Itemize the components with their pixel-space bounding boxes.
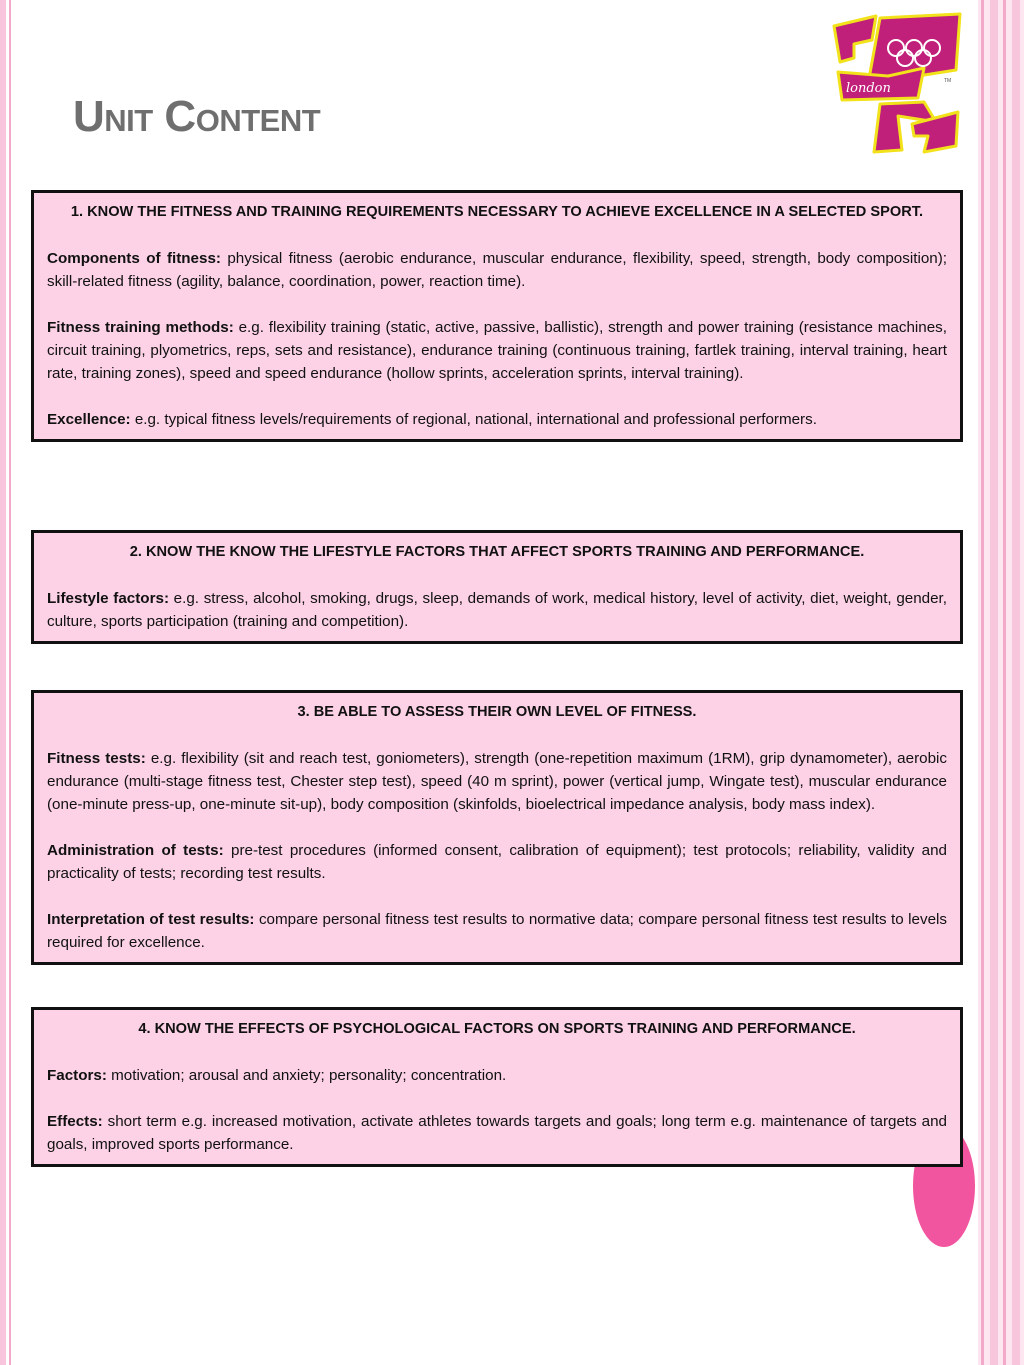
paragraph-label: Administration of tests: <box>47 842 224 859</box>
page-title: Unit Content <box>73 92 321 141</box>
section-paragraph <box>47 747 947 816</box>
section-heading: 3. BE ABLE TO ASSESS THEIR OWN LEVEL OF FITNESS. <box>297 704 697 720</box>
section-lifestyle-factors <box>31 530 963 644</box>
section-paragraph <box>47 247 947 293</box>
right-decorative-line <box>1003 0 1006 1365</box>
section-paragraph <box>47 408 947 431</box>
paragraph-text: motivation; arousal and anxiety; personality; concentration. <box>106 1067 507 1084</box>
right-decorative-line <box>981 0 984 1365</box>
right-decorative-stripe <box>1012 0 1020 1365</box>
paragraph-label: Lifestyle factors: <box>47 590 169 607</box>
paragraph-label: Fitness tests: <box>47 750 146 767</box>
section-heading: 4. KNOW THE EFFECTS OF PSYCHOLOGICAL FACTORS ON SPORTS TRAINING AND PERFORMANCE. <box>138 1021 856 1037</box>
section-paragraph <box>47 1110 947 1156</box>
paragraph-text: e.g. stress, alcohol, smoking, drugs, sleep, demands of work, medical history, level of activity, diet, weight, gender, culture, sports participation (training and competition). <box>47 590 947 630</box>
paragraph-text: e.g. flexibility training (static, active, passive, ballistic), strength and power training (resistance machines, circuit training, plyometrics, reps, sets and resistance), endurance training (continuous training, fartlek training, interval training, heart rate, training zones), speed and speed endurance (hollow sprints, acceleration sprints, interval training). <box>47 319 947 382</box>
section-paragraph <box>47 1064 947 1087</box>
paragraph-label: Fitness training methods: <box>47 319 234 336</box>
london-2012-logo <box>828 12 962 156</box>
paragraph-label: Components of fitness: <box>47 250 221 267</box>
paragraph-label: Factors: <box>47 1067 107 1084</box>
paragraph-text: e.g. typical fitness levels/requirements of regional, national, international and professional performers. <box>130 411 817 428</box>
paragraph-text: e.g. flexibility (sit and reach test, goniometers), strength (one-repetition maximum (1RM), grip dynamometer), aerobic endurance (multi-stage fitness test, Chester step test), speed (40 m sprint), power (vertical jump, Wingate test), muscular endurance (one-minute press-up, one-minute sit-up), body composition (skinfolds, bioelectrical impedance analysis, body mass index). <box>47 750 947 813</box>
paragraph-label: Effects: <box>47 1113 103 1130</box>
paragraph-label: Interpretation of test results: <box>47 911 255 928</box>
left-decorative-line <box>9 0 11 1365</box>
trademark-symbol: TM <box>944 78 952 84</box>
left-decorative-stripe <box>0 0 6 1365</box>
section-heading: 1. KNOW THE FITNESS AND TRAINING REQUIREMENTS NECESSARY TO ACHIEVE EXCELLENCE IN A SELECTED SPORT. <box>70 204 924 220</box>
section-assess-fitness <box>31 690 963 965</box>
section-paragraph <box>47 587 947 633</box>
paragraph-text: compare personal fitness test results to normative data; compare personal fitness test results to levels required for excellence. <box>47 911 947 951</box>
logo-text: london <box>846 81 891 96</box>
right-decorative-stripe <box>990 0 998 1365</box>
section-heading: 2. KNOW THE KNOW THE LIFESTYLE FACTORS THAT AFFECT SPORTS TRAINING AND PERFORMANCE. <box>129 544 865 560</box>
section-paragraph <box>47 316 947 385</box>
paragraph-text: short term e.g. increased motivation, activate athletes towards targets and goals; long term e.g. maintenance of targets and goals, improved sports performance. <box>47 1113 947 1153</box>
section-fitness-training-requirements <box>31 190 963 442</box>
section-paragraph <box>47 908 947 954</box>
paragraph-text: physical fitness (aerobic endurance, muscular endurance, flexibility, speed, strength, body composition); skill-related fitness (agility, balance, coordination, power, reaction time). <box>47 250 947 290</box>
paragraph-label: Excellence: <box>47 411 131 428</box>
section-psychological-factors <box>31 1007 963 1167</box>
section-paragraph <box>47 839 947 885</box>
paragraph-text: pre-test procedures (informed consent, calibration of equipment); test protocols; reliability, validity and practicality of tests; recording test results. <box>47 842 947 882</box>
